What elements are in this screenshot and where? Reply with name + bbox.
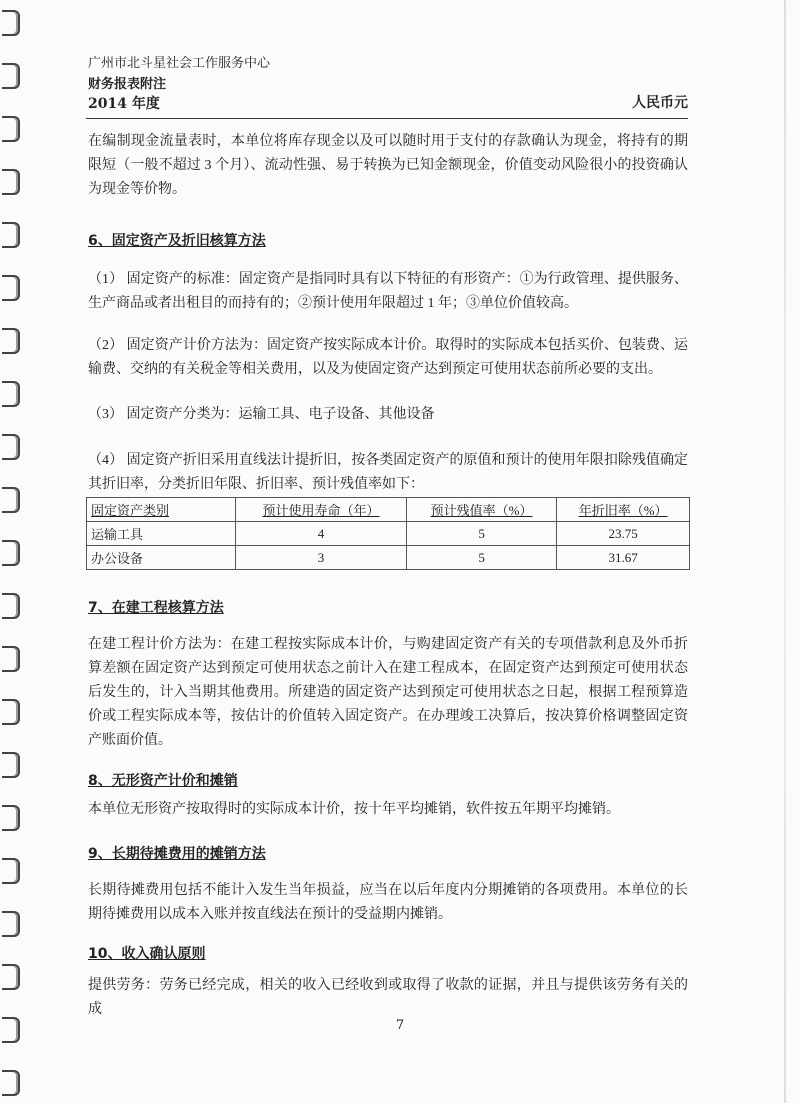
binding-ring: [2, 805, 20, 831]
depreciation-table: [86, 497, 690, 570]
binding-ring: [2, 222, 20, 248]
section-9-heading: 9、长期待摊费用的摊销方法: [88, 846, 266, 862]
header-rule: [86, 118, 688, 119]
red-seal-stamp: [770, 330, 798, 480]
section-8-heading: 8、无形资产计价和摊销: [88, 773, 238, 789]
table-row: [87, 546, 690, 570]
page-number: 7: [395, 1018, 405, 1033]
table-header-row: [87, 498, 690, 522]
binding-ring: [2, 911, 20, 937]
table-cell: 5: [406, 546, 556, 570]
section-6-para-1: （1） 固定资产的标准：固定资产是指同时具有以下特征的有形资产：①为行政管理、提供服务、生产商品或者出租目的而持有的；②预计使用年限超过 1 年；③单位价值较高。: [88, 272, 688, 311]
table-cell: 31.67: [557, 546, 690, 570]
binding-ring: [2, 646, 20, 672]
binding-ring: [2, 116, 20, 142]
binding-ring: [2, 593, 20, 619]
table-cell: 23.75: [557, 522, 690, 546]
section-8-para-1: 本单位无形资产按取得时的实际成本计价，按十年平均摊销，软件按五年期平均摊销。: [88, 802, 620, 817]
section-6-para-3: （3） 固定资产分类为：运输工具、电子设备、其他设备: [88, 407, 435, 422]
binding-ring: [2, 63, 20, 89]
intro-paragraph: 在编制现金流量表时，本单位将库存现金以及可以随时用于支付的存款确认为现金，将持有的期限短（一般不超过 3 个月）、流动性强、易于转换为已知金额现金，价值变动风险很小的投资确认为现金等价物。: [88, 134, 688, 197]
binding-ring: [2, 169, 20, 195]
org-name: 广州市北斗星社会工作服务中心: [88, 56, 271, 71]
section-6-para-4: （4） 固定资产折旧采用直线法计提折旧，按各类固定资产的原值和预计的使用年限扣除残值确定其折旧率，分类折旧年限、折旧率、预计残值率如下：: [88, 453, 688, 492]
table-cell: 4: [236, 522, 407, 546]
binding-ring: [2, 752, 20, 778]
table-header-cell: 年折旧率（%）: [557, 498, 690, 522]
table-header-cell: 固定资产类别: [87, 498, 236, 522]
binding-ring: [2, 964, 20, 990]
section-7-heading: 7、在建工程核算方法: [88, 600, 224, 616]
binding-ring: [2, 540, 20, 566]
page-edge-shadow: [784, 0, 786, 1103]
binding-ring: [2, 381, 20, 407]
table-cell: 3: [236, 546, 407, 570]
table-cell: 运输工具: [87, 522, 236, 546]
binding-ring: [2, 699, 20, 725]
binding-ring: [2, 1070, 20, 1096]
table-header-cell: 预计使用寿命（年）: [236, 498, 407, 522]
section-10-para-1: 提供劳务：劳务已经完成，相关的收入已经收到或取得了收款的证据，并且与提供该劳务有关的成: [88, 978, 688, 1017]
table-header-cell: 预计残值率（%）: [406, 498, 556, 522]
section-9-para-1: 长期待摊费用包括不能计入发生当年损益，应当在以后年度内分期摊销的各项费用。本单位的长期待摊费用以成本入账并按直线法在预计的受益期内摊销。: [88, 883, 688, 922]
binding-ring: [2, 434, 20, 460]
report-year: 2014 年度: [88, 96, 160, 112]
spiral-binding: [0, 0, 22, 1103]
section-10-heading: 10、收入确认原则: [88, 946, 206, 962]
table-cell: 5: [406, 522, 556, 546]
binding-ring: [2, 275, 20, 301]
binding-ring: [2, 858, 20, 884]
binding-ring: [2, 487, 20, 513]
table-cell: 办公设备: [87, 546, 236, 570]
table-row: [87, 522, 690, 546]
section-6-para-2: （2） 固定资产计价方法为：固定资产按实际成本计价。取得时的实际成本包括买价、包装费、运输费、交纳的有关税金等相关费用，以及为使固定资产达到预定可使用状态前所必要的支出。: [88, 338, 688, 377]
doc-title: 财务报表附注: [88, 77, 167, 92]
currency-unit: 人民币元: [632, 95, 688, 111]
binding-ring: [2, 10, 20, 36]
binding-ring: [2, 328, 20, 354]
section-6-heading: 6、固定资产及折旧核算方法: [88, 233, 266, 249]
section-7-para-1: 在建工程计价方法为：在建工程按实际成本计价，与购建固定资产有关的专项借款利息及外币折算差额在固定资产达到预定可使用状态之前计入在建工程成本，在固定资产达到预定可使用状态后发生的，计入当期其他费用。所建造的固定资产达到预定可使用状态之日起，根据工程预算造价或工程实际成本等，按估计的价值转入固定资产。在办理竣工决算后，按决算价格调整固定资产账面价值。: [88, 637, 688, 748]
binding-ring: [2, 1017, 20, 1043]
